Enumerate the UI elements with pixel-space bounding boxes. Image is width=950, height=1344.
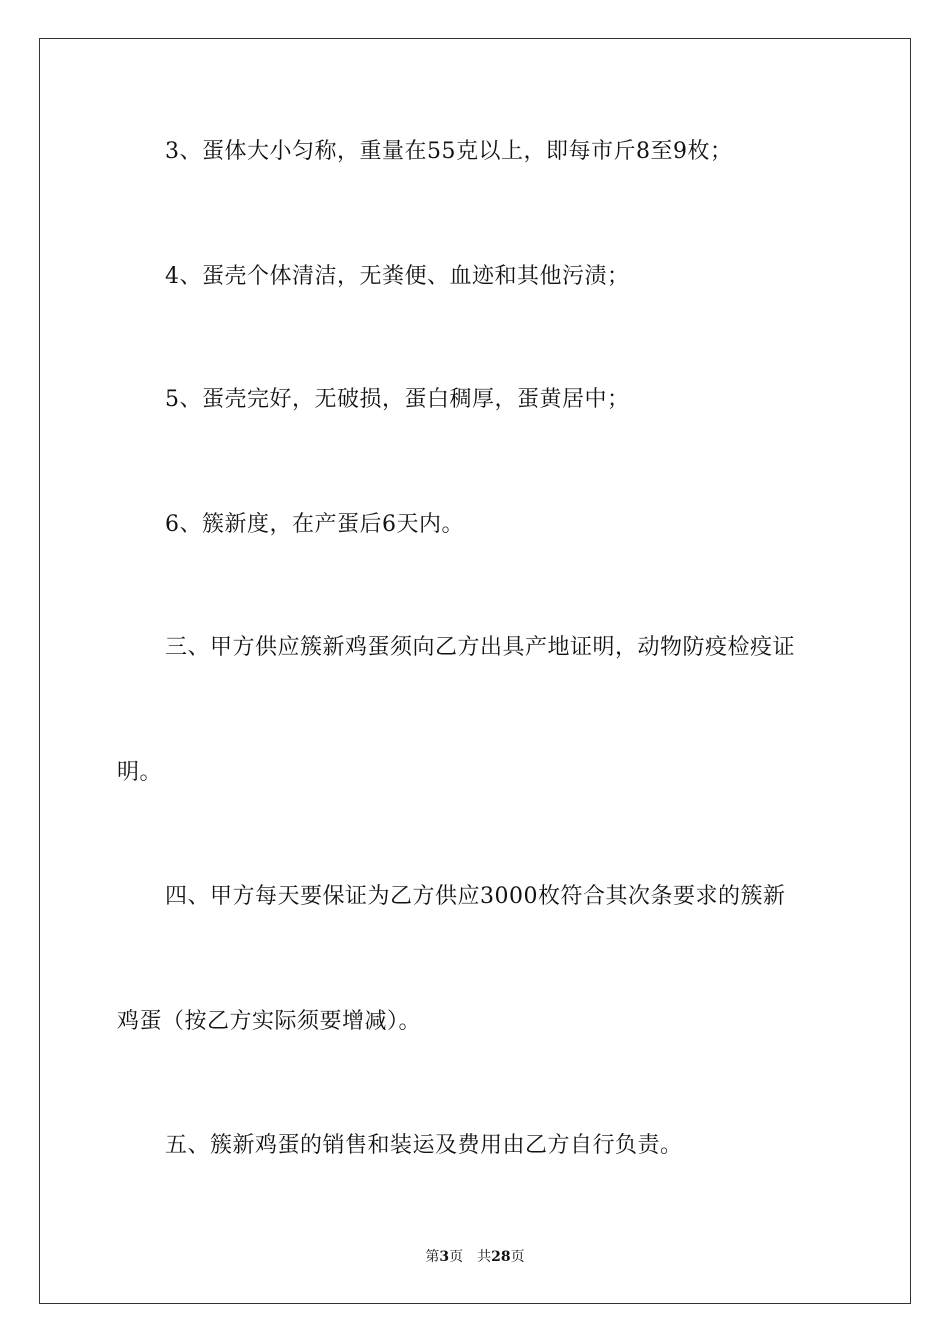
paragraph-section-4-line-2: 鸡蛋（按乙方实际须要增减）。 <box>117 1009 422 1034</box>
page-border <box>39 38 911 1304</box>
paragraph-item-6: 6、簇新度，在产蛋后6天内。 <box>165 512 464 537</box>
paragraph-section-4-line-1: 四、甲方每天要保证为乙方供应3000枚符合其次条要求的簇新 <box>165 884 786 909</box>
total-suffix: 页 <box>510 1249 525 1265</box>
paragraph-section-3-line-2: 明。 <box>117 760 163 785</box>
total-pages: 28 <box>491 1249 511 1265</box>
paragraph-section-5: 五、簇新鸡蛋的销售和装运及费用由乙方自行负责。 <box>165 1133 683 1158</box>
paragraph-item-4: 4、蛋壳个体清洁，无粪便、血迹和其他污渍； <box>165 264 630 289</box>
total-prefix: 共 <box>477 1249 492 1265</box>
page-prefix: 第 <box>425 1249 440 1265</box>
paragraph-item-3: 3、蛋体大小匀称，重量在55克以上，即每市斤8至9枚； <box>165 139 733 164</box>
page-footer <box>0 1248 950 1266</box>
page-suffix: 页 <box>449 1249 464 1265</box>
page-number: 3 <box>439 1249 450 1265</box>
paragraph-item-5: 5、蛋壳完好，无破损，蛋白稠厚，蛋黄居中； <box>165 387 630 412</box>
paragraph-section-3-line-1: 三、甲方供应簇新鸡蛋须向乙方出具产地证明，动物防疫检疫证 <box>165 635 796 660</box>
